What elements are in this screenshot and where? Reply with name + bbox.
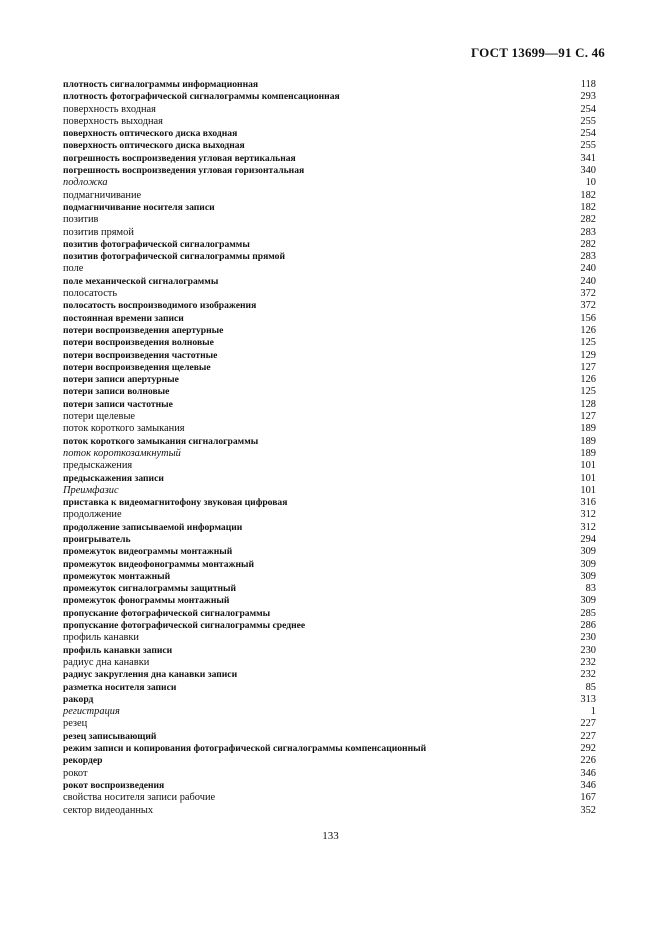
index-page-number: 285	[580, 607, 596, 619]
index-term: радиус дна канавки	[63, 656, 150, 668]
index-page-number: 129	[580, 349, 596, 361]
index-page-number: 118	[580, 79, 596, 90]
index-entry	[63, 116, 596, 128]
index-page-number: 128	[580, 398, 596, 410]
index-page-number: 309	[580, 546, 596, 558]
index-term: проигрыватель	[63, 533, 131, 545]
index-page-number: 316	[580, 497, 596, 509]
index-page-number: 283	[580, 251, 596, 263]
index-term: промежуток сигналограммы защитный	[63, 583, 237, 595]
index-page-number: 101	[580, 484, 596, 496]
index-page-number: 227	[580, 730, 596, 742]
index-page-number: 282	[580, 214, 596, 226]
index-page-number: 189	[580, 423, 596, 435]
index-page-number: 240	[580, 263, 596, 275]
index-term: резец записывающий	[63, 730, 157, 742]
index-entry	[63, 448, 596, 460]
index-page-number: 127	[580, 411, 596, 423]
index-page-number: 312	[580, 521, 596, 533]
index-term: полосатость воспроизводимого изображения	[63, 300, 257, 312]
index-entry	[63, 128, 596, 140]
index-term: подмагничивание	[63, 189, 142, 201]
index-term: потери записи частотные	[63, 398, 173, 410]
index-page-number: 283	[580, 226, 596, 238]
index-term: потери щелевые	[63, 411, 136, 423]
index-entry	[63, 669, 596, 681]
index-entry	[63, 411, 596, 423]
index-page-number: 240	[580, 275, 596, 287]
index-page-number: 127	[580, 361, 596, 373]
index-term: потери воспроизведения частотные	[63, 349, 218, 361]
index-entry	[63, 620, 596, 632]
index-page-number: 282	[580, 238, 596, 250]
index-page-number: 340	[580, 165, 596, 177]
index-term: продолжение	[63, 509, 122, 521]
index-page-number: 255	[580, 115, 596, 127]
index-page-number: 1	[590, 706, 596, 718]
index-entry	[63, 239, 596, 251]
index-page-number: 286	[580, 620, 596, 632]
index-entry	[63, 583, 596, 595]
index-entry	[63, 276, 596, 288]
index-entry	[63, 436, 596, 448]
index-page-number: 126	[580, 324, 596, 336]
index-entry	[63, 263, 596, 275]
index-term: поток короткого замыкания сигналограммы	[63, 435, 259, 447]
index-entry	[63, 522, 596, 534]
index-entry	[63, 251, 596, 263]
index-page-number: 85	[585, 681, 596, 693]
index-term: поток короткого замыкания	[63, 423, 185, 435]
index-term: промежуток видеофонограммы монтажный	[63, 558, 255, 570]
index-page-number: 189	[580, 435, 596, 447]
index-page-number: 313	[580, 693, 596, 705]
index-term: ракорд	[63, 693, 94, 705]
index-page-number: 189	[580, 447, 596, 459]
index-page-number: 372	[580, 288, 596, 300]
index-page-number: 292	[580, 743, 596, 755]
index-term: профиль канавки записи	[63, 644, 173, 656]
index-page-number: 346	[580, 767, 596, 779]
index-term: разметка носителя записи	[63, 681, 177, 693]
index-page-number: 167	[580, 792, 596, 804]
index-entry	[63, 497, 596, 509]
index-page-number: 309	[580, 570, 596, 582]
index-term: режим записи и копирования фотографической сигналограммы компенсационный	[63, 743, 427, 755]
index-page-number: 232	[580, 656, 596, 668]
index-entry	[63, 79, 596, 91]
index-entry	[63, 153, 596, 165]
index-page-number: 341	[580, 152, 596, 164]
index-term: погрешность воспроизведения угловая горизонтальная	[63, 165, 305, 177]
index-page-number: 125	[580, 337, 596, 349]
index-term: поверхность выходная	[63, 115, 163, 127]
index-entry	[63, 91, 596, 103]
index-entry	[63, 423, 596, 435]
index-page-number: 126	[580, 374, 596, 386]
index-entry	[63, 325, 596, 337]
index-entry	[63, 731, 596, 743]
index-entry	[63, 792, 596, 804]
index-entry	[63, 374, 596, 386]
index-entry	[63, 743, 596, 755]
index-page-number: 182	[580, 201, 596, 213]
index-term: позитив фотографической сигналограммы	[63, 238, 250, 250]
page-number: 133	[322, 830, 339, 842]
index-page-number: 309	[580, 595, 596, 607]
index-term: подмагничивание носителя записи	[63, 201, 215, 213]
index-term: плотность сигналограммы информационная	[63, 79, 259, 90]
index-entry	[63, 718, 596, 730]
index-entry	[63, 571, 596, 583]
index-term: рекордер	[63, 755, 103, 767]
index-page-number: 372	[580, 300, 596, 312]
index-term: постоянная времени записи	[63, 312, 184, 324]
index-entry	[63, 473, 596, 485]
index-page-number: 294	[580, 533, 596, 545]
index-entry	[63, 227, 596, 239]
index-entry	[63, 645, 596, 657]
index-entry	[63, 595, 596, 607]
index-term: регистрация	[63, 706, 120, 718]
index-term: поверхность входная	[63, 103, 156, 115]
index-page-number: 230	[580, 632, 596, 644]
index-term: радиус закругления дна канавки записи	[63, 669, 238, 681]
index-entry	[63, 534, 596, 546]
index-term: потери воспроизведения щелевые	[63, 361, 211, 373]
index-term: потери записи волновые	[63, 386, 170, 398]
index-entry	[63, 399, 596, 411]
index-page-number: 309	[580, 558, 596, 570]
index-entry	[63, 509, 596, 521]
index-term: поток короткозамкнутый	[63, 447, 181, 459]
index-entry	[63, 608, 596, 620]
index-page-number: 255	[580, 140, 596, 152]
page-header: ГОСТ 13699—91 С. 46	[471, 45, 605, 60]
index-term: позитив	[63, 214, 99, 226]
index-term: поверхность оптического диска входная	[63, 128, 238, 140]
index-entry	[63, 362, 596, 374]
index-term: поверхность оптического диска выходная	[63, 140, 245, 152]
index-term: предыскажения	[63, 460, 133, 472]
index-entry	[63, 706, 596, 718]
index-entry	[63, 337, 596, 349]
index-term: позитив прямой	[63, 226, 134, 238]
index-term: Преимфазис	[63, 484, 119, 496]
index-term: промежуток монтажный	[63, 570, 171, 582]
index-term: полосатость	[63, 288, 118, 300]
index-page-number: 312	[580, 509, 596, 521]
index-term: пропускание фотографической сигналограммы среднее	[63, 620, 306, 632]
index-term: потери воспроизведения волновые	[63, 337, 214, 349]
index-entry	[63, 104, 596, 116]
index-entry	[63, 190, 596, 202]
index-page-number: 226	[580, 755, 596, 767]
index-term: позитив фотографической сигналограммы прямой	[63, 251, 286, 263]
index-term: промежуток видеограммы монтажный	[63, 546, 233, 558]
index-entry	[63, 805, 596, 817]
index-term: рокот	[63, 767, 88, 779]
index-term: плотность фотографической сигналограммы компенсационная	[63, 91, 340, 103]
index-page-number: 230	[580, 644, 596, 656]
index-entry	[63, 682, 596, 694]
index-entry	[63, 632, 596, 644]
index-entry	[63, 755, 596, 767]
index-term: профиль канавки	[63, 632, 139, 644]
index-page-number: 254	[580, 128, 596, 140]
index-page-number: 156	[580, 312, 596, 324]
index-term: продолжение записываемой информации	[63, 521, 243, 533]
index-entry	[63, 140, 596, 152]
index-page-number: 232	[580, 669, 596, 681]
index-page-number: 83	[585, 583, 596, 595]
index-page-number: 101	[580, 460, 596, 472]
index-entry	[63, 485, 596, 497]
index-entry	[63, 214, 596, 226]
index-page-number: 352	[580, 804, 596, 816]
index-list	[63, 79, 596, 817]
index-entry	[63, 165, 596, 177]
index-term: промежуток фонограммы монтажный	[63, 595, 230, 607]
index-term: поле механической сигналограммы	[63, 275, 219, 287]
index-term: потери записи апертурные	[63, 374, 179, 386]
index-entry	[63, 546, 596, 558]
index-entry	[63, 559, 596, 571]
index-page-number: 101	[580, 472, 596, 484]
index-entry	[63, 350, 596, 362]
index-entry	[63, 202, 596, 214]
index-term: резец	[63, 718, 88, 730]
index-term: пропускание фотографической сигналограммы	[63, 607, 271, 619]
index-term: свойства носителя записи рабочие	[63, 792, 216, 804]
index-entry	[63, 313, 596, 325]
index-entry	[63, 768, 596, 780]
index-term: потери воспроизведения апертурные	[63, 324, 224, 336]
index-term: приставка к видеомагнитофону звуковая цифровая	[63, 497, 288, 509]
index-entry	[63, 780, 596, 792]
index-page-number: 346	[580, 779, 596, 791]
index-page-number: 182	[580, 189, 596, 201]
index-entry	[63, 460, 596, 472]
index-term: поле	[63, 263, 84, 275]
index-entry	[63, 177, 596, 189]
index-entry	[63, 657, 596, 669]
index-page-number: 10	[585, 177, 596, 189]
index-page-number: 125	[580, 386, 596, 398]
index-term: сектор видеоданных	[63, 804, 154, 816]
index-page-number: 293	[580, 91, 596, 103]
index-page-number: 254	[580, 103, 596, 115]
index-entry	[63, 288, 596, 300]
index-entry	[63, 694, 596, 706]
index-entry	[63, 386, 596, 398]
index-term: подложка	[63, 177, 108, 189]
index-term: погрешность воспроизведения угловая вертикальная	[63, 152, 296, 164]
index-page-number: 227	[580, 718, 596, 730]
index-term: рокот воспроизведения	[63, 779, 165, 791]
index-term: предыскажения записи	[63, 472, 164, 484]
index-entry	[63, 300, 596, 312]
